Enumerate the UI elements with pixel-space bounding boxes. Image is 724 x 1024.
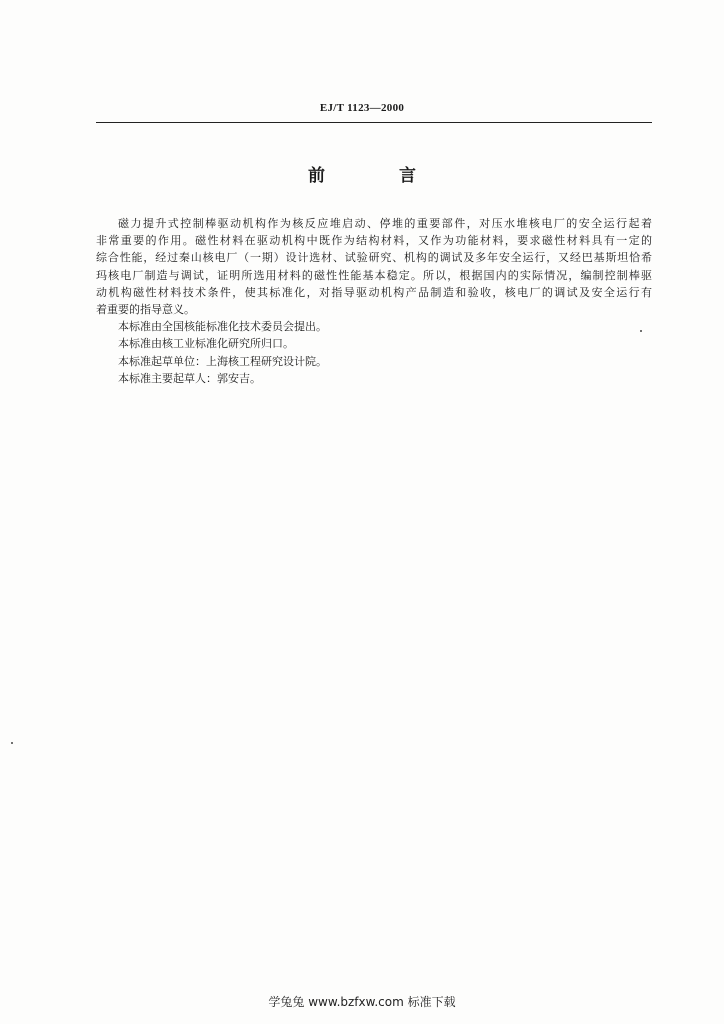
administrator-statement: 本标准由核工业标准化研究所归口。 bbox=[118, 337, 294, 351]
paragraph-line: 着重要的指导意义。 bbox=[96, 303, 195, 317]
main-drafter-statement: 本标准主要起草人：郭安吉。 bbox=[118, 371, 261, 385]
preface-paragraph bbox=[96, 215, 652, 318]
paragraph-line: 玛核电厂制造与调试，证明所选用材料的磁性性能基本稳定。所以，根据国内的实际情况，编制控制棒驱 bbox=[96, 268, 652, 282]
paragraph-line: 综合性能，经过秦山核电厂（一期）设计选材、试验研究、机构的调试及多年安全运行，又经巴基斯坦恰希 bbox=[96, 251, 652, 265]
paragraph-line: 非常重要的作用。磁性材料在驱动机构中既作为结构材料，又作为功能材料，要求磁性材料具有一定的 bbox=[96, 234, 652, 248]
header-rule bbox=[96, 122, 652, 123]
scan-speck bbox=[11, 742, 13, 744]
preface-body bbox=[96, 215, 652, 387]
drafting-unit-statement: 本标准起草单位：上海核工程研究设计院。 bbox=[118, 354, 327, 368]
footer-watermark: 学兔兔 www.bzfxw.com 标准下载 bbox=[268, 995, 456, 1009]
proposer-statement: 本标准由全国核能标准化技术委员会提出。 bbox=[118, 320, 327, 334]
paragraph-line: 磁力提升式控制棒驱动机构作为核反应堆启动、停堆的重要部件，对压水堆核电厂的安全运行起着 bbox=[118, 217, 652, 230]
scan-speck bbox=[640, 330, 642, 332]
page-title: 前 言 bbox=[308, 166, 450, 186]
paragraph-line: 动机构磁性材料技术条件，使其标准化，对指导驱动机构产品制造和验收，核电厂的调试及安全运行有 bbox=[96, 285, 652, 299]
standard-code: EJ/T 1123—2000 bbox=[319, 102, 405, 114]
